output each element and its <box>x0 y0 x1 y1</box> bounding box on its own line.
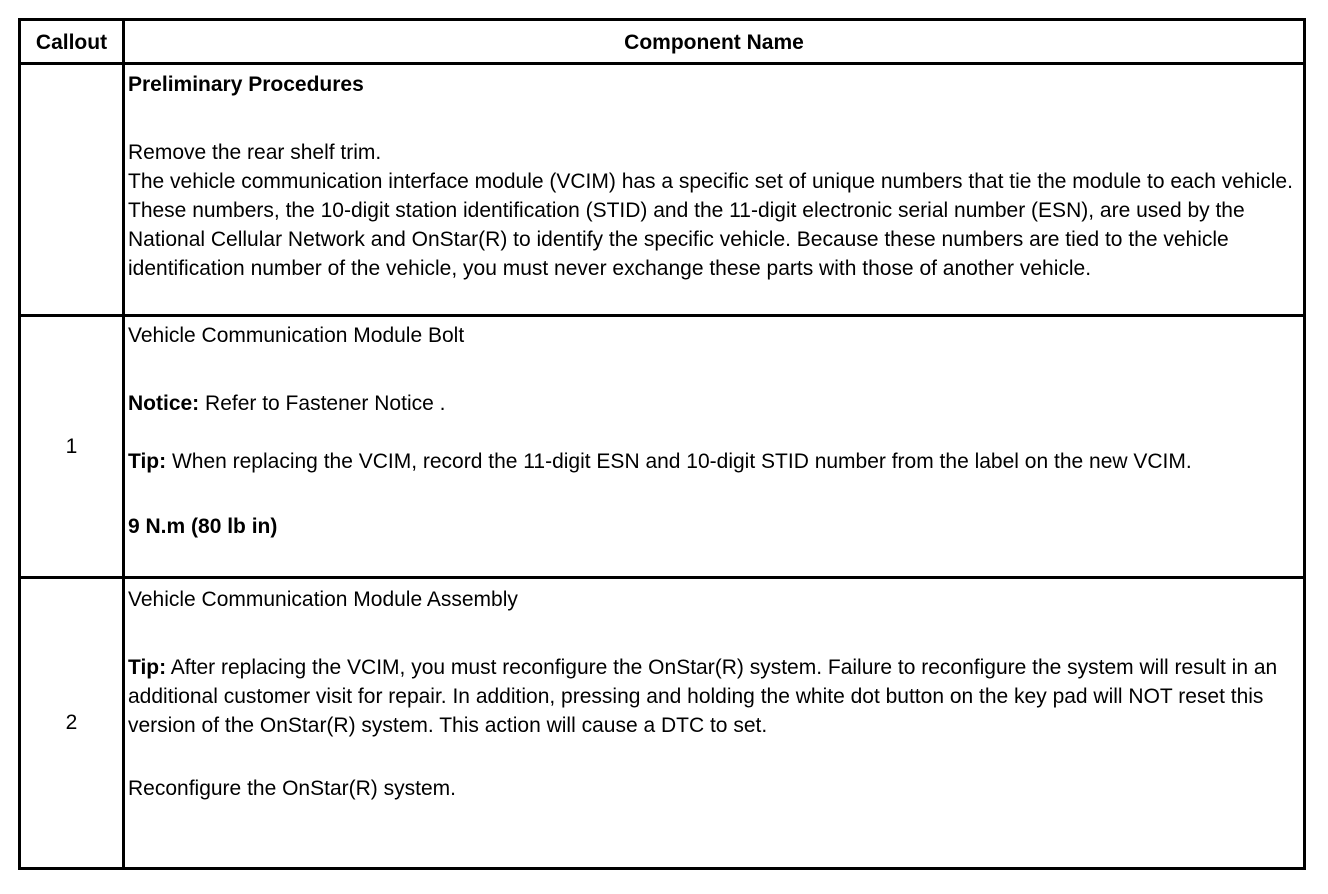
torque-spec: 9 N.m (80 lb in) <box>128 515 278 538</box>
preliminary-step: Remove the rear shelf trim. <box>128 141 382 164</box>
tip-label: Tip: <box>128 450 167 473</box>
notice-label: Notice: <box>128 392 200 415</box>
reconfigure-action: Reconfigure the OnStar(R) system. <box>128 777 456 800</box>
header-callout: Callout <box>35 31 108 54</box>
row-divider-2 <box>21 576 1303 579</box>
column-divider <box>122 21 125 867</box>
tip-text: When replacing the VCIM, record the 11-digit ESN and 10-digit STID number from the label on the new VCIM. <box>166 450 1192 473</box>
component-name-1: Vehicle Communication Module Bolt <box>128 324 465 347</box>
component-name-2: Vehicle Communication Module Assembly <box>128 588 518 611</box>
tip-2 <box>128 653 1298 740</box>
callout-2: 2 <box>65 711 78 734</box>
notice-1 <box>128 389 1298 418</box>
procedure-table <box>18 18 1306 870</box>
preliminary-warning: The vehicle communication interface module (VCIM) has a specific set of unique numbers that tie the module to each vehicle. These numbers, the 10-digit station identification (STID) and the 11-digit electronic serial number (ESN), are used by the National Cellular Network and OnStar(R) to identify the specific vehicle. Because these numbers are tied to the vehicle identification number of the vehicle, you must never exchange these parts with those of another vehicle. <box>128 170 1293 280</box>
row-1-cell <box>128 321 1298 541</box>
tip-text: After replacing the VCIM, you must reconfigure the OnStar(R) system. Failure to reconfigure the system will result in an additional customer visit for repair. In addition, pressing and holding the white dot button on the key pad will NOT reset this version of the OnStar(R) system. This action will cause a DTC to set. <box>128 656 1278 737</box>
notice-text: Refer to Fastener Notice . <box>199 392 446 415</box>
tip-label: Tip: <box>128 656 167 679</box>
header-component-name: Component Name <box>624 31 804 54</box>
row-2-cell <box>128 585 1298 803</box>
row-divider-1 <box>21 314 1303 317</box>
preliminary-title: Preliminary Procedures <box>128 73 364 96</box>
callout-1: 1 <box>65 434 78 458</box>
tip-1 <box>128 447 1298 476</box>
preliminary-procedures-cell <box>128 70 1298 283</box>
